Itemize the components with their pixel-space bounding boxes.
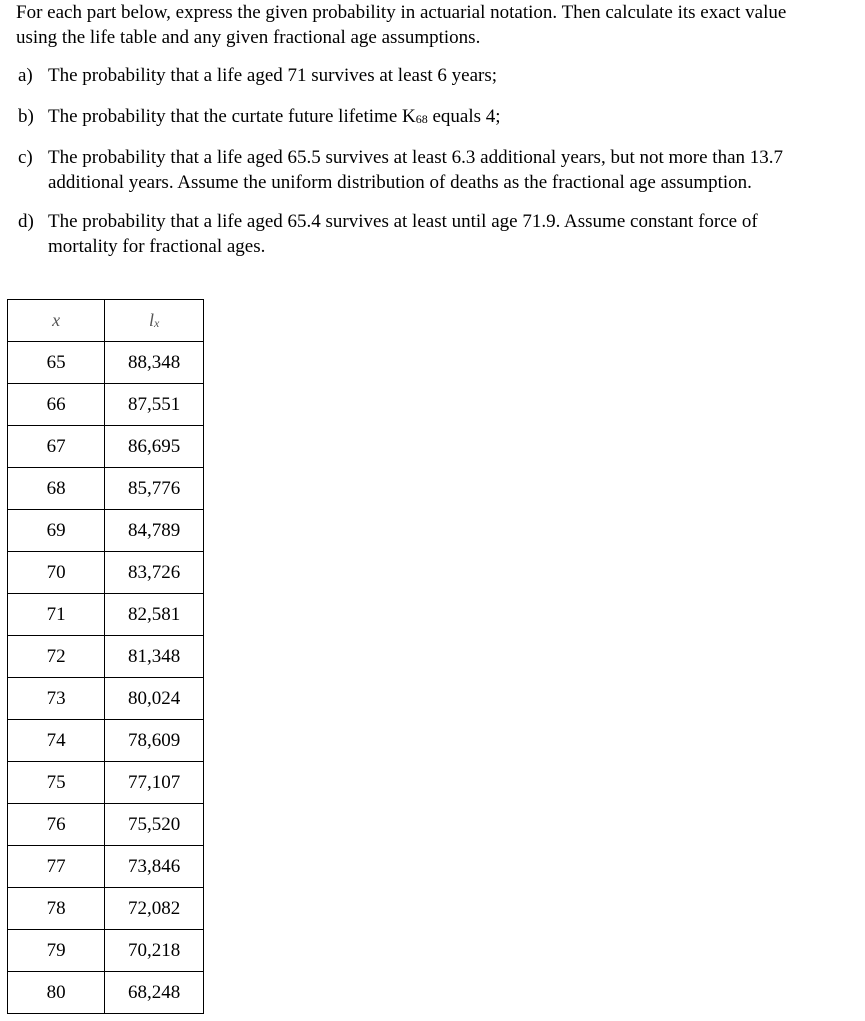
age-cell: 70: [8, 552, 105, 594]
table-row: [8, 888, 204, 930]
lx-cell: 75,520: [105, 804, 204, 846]
part-b-text: [48, 104, 501, 131]
table-row: [8, 636, 204, 678]
age-cell: 71: [8, 594, 105, 636]
table-header-row: [8, 300, 204, 342]
part-a-line-1: The probability that a life aged 71 survives at least 6 years;: [48, 65, 497, 86]
lx-cell: 85,776: [105, 468, 204, 510]
part-d-text: [48, 209, 758, 259]
table-row: [8, 846, 204, 888]
part-d-line-2: mortality for fractional ages.: [48, 236, 266, 257]
instructions-line-2: using the life table and any given fractional age assumptions.: [16, 27, 481, 48]
table-row: [8, 384, 204, 426]
header-lx: [105, 300, 204, 342]
age-cell: 80: [8, 972, 105, 1014]
part-a-text: [48, 63, 497, 88]
lx-cell: 73,846: [105, 846, 204, 888]
table-row: [8, 552, 204, 594]
age-cell: 73: [8, 678, 105, 720]
part-c-line-1: The probability that a life aged 65.5 survives at least 6.3 additional years, but not more than 13.7: [48, 147, 784, 168]
age-cell: 74: [8, 720, 105, 762]
part-c-label: c): [18, 147, 33, 168]
age-cell: 68: [8, 468, 105, 510]
table-row: [8, 426, 204, 468]
age-cell: 78: [8, 888, 105, 930]
part-a-label: a): [18, 65, 33, 86]
part-c-line-2: additional years. Assume the uniform distribution of deaths as the fractional age assumption.: [48, 172, 752, 193]
table-row: [8, 342, 204, 384]
age-cell: 65: [8, 342, 105, 384]
lx-cell: 68,248: [105, 972, 204, 1014]
table-row: [8, 804, 204, 846]
table-row: [8, 468, 204, 510]
age-cell: 76: [8, 804, 105, 846]
table-row: [8, 720, 204, 762]
life-table: [7, 299, 204, 1014]
header-x: x: [8, 300, 105, 342]
part-b-subscript: 68: [415, 112, 428, 126]
table-row: [8, 762, 204, 804]
header-lx-base: l: [149, 310, 155, 330]
lx-cell: 77,107: [105, 762, 204, 804]
lx-cell: 87,551: [105, 384, 204, 426]
instructions: [16, 0, 865, 50]
part-b-text-before: The probability that the curtate future lifetime K: [48, 106, 416, 127]
table-row: [8, 594, 204, 636]
lx-cell: 86,695: [105, 426, 204, 468]
part-b-line-1: [48, 104, 501, 131]
lx-cell: 84,789: [105, 510, 204, 552]
age-cell: 67: [8, 426, 105, 468]
lx-cell: 88,348: [105, 342, 204, 384]
part-d-label: d): [18, 211, 34, 232]
part-c-text: [48, 145, 783, 195]
lx-cell: 80,024: [105, 678, 204, 720]
lx-cell: 82,581: [105, 594, 204, 636]
age-cell: 69: [8, 510, 105, 552]
part-b-label: b): [18, 106, 34, 127]
age-cell: 72: [8, 636, 105, 678]
lx-cell: 81,348: [105, 636, 204, 678]
table-row: [8, 510, 204, 552]
age-cell: 75: [8, 762, 105, 804]
lx-cell: 70,218: [105, 930, 204, 972]
part-d-line-1: The probability that a life aged 65.4 survives at least until age 71.9. Assume constant force of: [48, 211, 758, 232]
part-b-text-after: equals 4;: [427, 106, 501, 127]
lx-cell: 83,726: [105, 552, 204, 594]
age-cell: 79: [8, 930, 105, 972]
lx-cell: 78,609: [105, 720, 204, 762]
header-lx-subscript: x: [154, 316, 160, 330]
table-body: [8, 342, 204, 1014]
instructions-line-1: For each part below, express the given probability in actuarial notation. Then calculate its exact value: [16, 2, 787, 23]
table-row: [8, 930, 204, 972]
age-cell: 66: [8, 384, 105, 426]
table-row: [8, 678, 204, 720]
age-cell: 77: [8, 846, 105, 888]
lx-cell: 72,082: [105, 888, 204, 930]
table-row: [8, 972, 204, 1014]
